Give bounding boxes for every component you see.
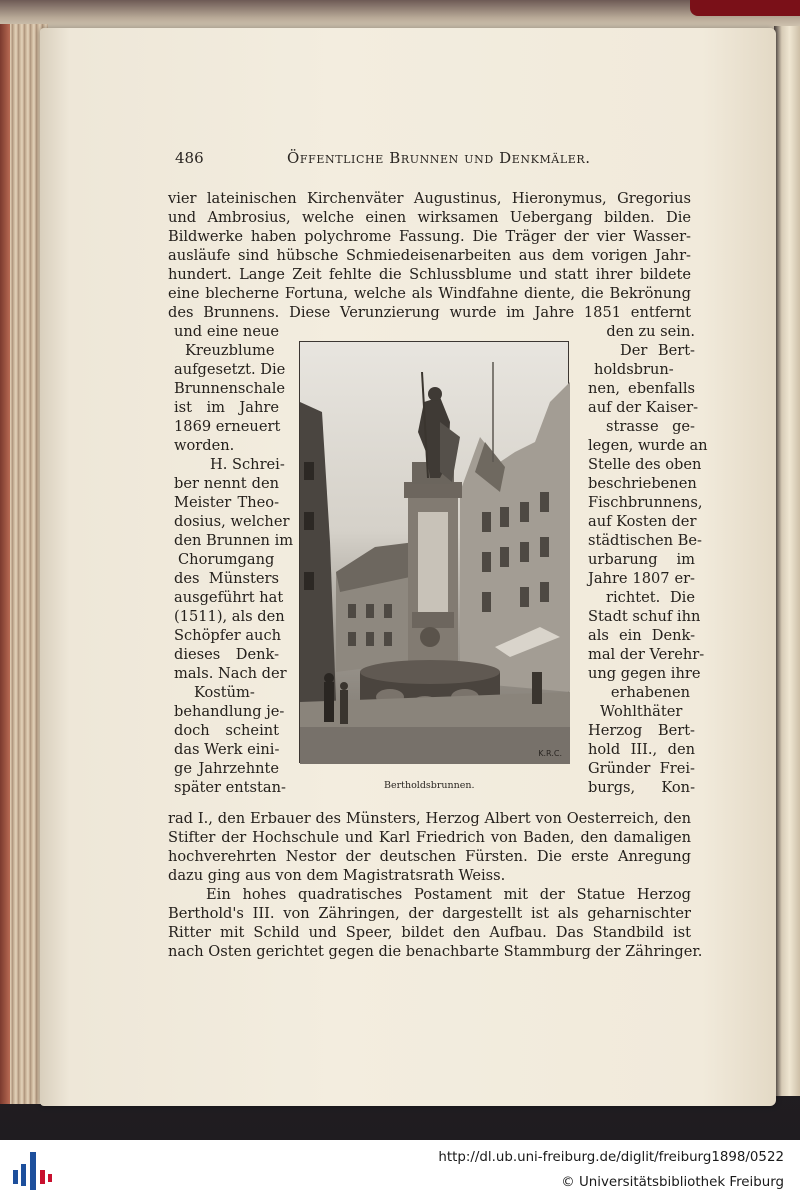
text-line: ge Jahrzehnte bbox=[174, 760, 279, 777]
text-line: das Werk eini- bbox=[174, 741, 280, 758]
text-line: Schöpfer auch bbox=[174, 627, 282, 644]
text-line: (1511), als den bbox=[174, 608, 285, 625]
text-line: ist im Jahre bbox=[174, 399, 279, 416]
text-line: Brunnenschale bbox=[174, 380, 285, 397]
text-line: ausgeführt hat bbox=[174, 589, 284, 606]
text-line: Meister Theo- bbox=[174, 494, 279, 511]
text-line: Gründer Frei- bbox=[588, 760, 695, 777]
text-line: holdsbrun- bbox=[594, 361, 674, 378]
copyright-notice: © Universitätsbibliothek Freiburg bbox=[561, 1175, 784, 1190]
ub-freiburg-logo-icon bbox=[10, 1150, 54, 1192]
text-line: Kostüm- bbox=[194, 684, 255, 701]
text-line: Herzog Bert- bbox=[588, 722, 695, 739]
text-line: Stelle des oben bbox=[588, 456, 702, 473]
bertholdsbrunnen-photo bbox=[299, 341, 569, 763]
text-line: hundert. Lange Zeit fehlte die Schlussblume und statt ihrer bildete bbox=[168, 266, 691, 283]
text-line: des Brunnens. Diese Verunzierung wurde im Jahre 1851 entfernt bbox=[168, 304, 691, 321]
text-line: strasse ge- bbox=[606, 418, 695, 435]
text-line: den zu sein. bbox=[606, 323, 695, 340]
viewer-footer bbox=[0, 1140, 800, 1199]
figure-caption: Bertholdsbrunnen. bbox=[384, 780, 475, 791]
text-line: ung gegen ihre bbox=[588, 665, 701, 682]
text-line: ber nennt den bbox=[174, 475, 279, 492]
text-line: auf Kosten der bbox=[588, 513, 697, 530]
running-title: Öffentliche Brunnen und Denkmäler. bbox=[287, 149, 591, 167]
text-line: aufgesetzt. Die bbox=[174, 361, 286, 378]
text-line: worden. bbox=[174, 437, 235, 454]
text-line: urbarung im bbox=[588, 551, 695, 568]
text-line: dazu ging aus von dem Magistratsrath Weiss. bbox=[168, 867, 506, 884]
text-line: burgs, Kon- bbox=[588, 779, 695, 796]
text-line: den Brunnen im bbox=[174, 532, 294, 549]
text-line: Ritter mit Schild und Speer, bildet den Aufbau. Das Standbild ist bbox=[168, 924, 691, 941]
bookmark-ribbon bbox=[690, 0, 800, 16]
running-header bbox=[175, 147, 695, 169]
text-line: Bildwerke haben polychrome Fassung. Die Träger der vier Wasser- bbox=[168, 228, 691, 245]
text-line: Der Bert- bbox=[620, 342, 695, 359]
book-top-edge bbox=[0, 0, 800, 30]
text-line: 1869 erneuert bbox=[174, 418, 281, 435]
text-line: H. Schrei- bbox=[210, 456, 285, 473]
text-line: richtet. Die bbox=[606, 589, 695, 606]
text-line: nach Osten gerichtet gegen die benachbarte Stammburg der Zähringer. bbox=[168, 943, 703, 960]
text-line: als ein Denk- bbox=[588, 627, 695, 644]
text-line: beschriebenen bbox=[588, 475, 697, 492]
text-line: nen, ebenfalls bbox=[588, 380, 695, 397]
text-line: Fischbrunnens, bbox=[588, 494, 703, 511]
text-line: auf der Kaiser- bbox=[588, 399, 699, 416]
text-line: mals. Nach der bbox=[174, 665, 287, 682]
text-line: vier lateinischen Kirchenväter Augustinus, Hieronymus, Gregorius bbox=[168, 190, 691, 207]
text-line: ausläufe sind hübsche Schmiedeisenarbeiten aus dem vorigen Jahr- bbox=[168, 247, 691, 264]
text-line: Berthold's III. von Zähringen, der dargestellt ist als geharnischter bbox=[168, 905, 691, 922]
text-line: dieses Denk- bbox=[174, 646, 279, 663]
text-line: später entstan- bbox=[174, 779, 286, 796]
text-line: städtischen Be- bbox=[588, 532, 702, 549]
text-line: Stifter der Hochschule und Karl Friedrich von Baden, den damaligen bbox=[168, 829, 691, 846]
text-line: Wohlthäter bbox=[600, 703, 683, 720]
text-line: Ein hohes quadratisches Postament mit der Statue Herzog bbox=[206, 886, 691, 903]
text-line: erhabenen bbox=[610, 684, 691, 701]
text-line: dosius, welcher bbox=[174, 513, 290, 530]
text-line: doch scheint bbox=[174, 722, 279, 739]
text-line: eine blecherne Fortuna, welche als Windfahne diente, die Bekrönung bbox=[168, 285, 691, 302]
text-line: Kreuzblume bbox=[185, 342, 275, 359]
text-line: behandlung je- bbox=[174, 703, 285, 720]
text-line: und eine neue bbox=[174, 323, 279, 340]
text-line: und Ambrosius, welche einen wirksamen Uebergang bilden. Die bbox=[168, 209, 691, 226]
text-line: legen, wurde an bbox=[588, 437, 708, 454]
text-line: mal der Verehr- bbox=[588, 646, 705, 663]
book-page-edges-right bbox=[774, 26, 800, 1096]
text-line: Chorumgang bbox=[178, 551, 275, 568]
permalink-url[interactable]: http://dl.ub.uni-freiburg.de/diglit/freiburg1898/0522 bbox=[438, 1150, 784, 1165]
text-line: hochverehrten Nestor der deutschen Fürsten. Die erste Anregung bbox=[168, 848, 691, 865]
photo-monogram: K.R.C. bbox=[538, 749, 562, 758]
text-line: Stadt schuf ihn bbox=[588, 608, 701, 625]
page-number: 486 bbox=[175, 149, 204, 167]
text-line: hold III., den bbox=[588, 741, 695, 758]
text-line: des Münsters bbox=[174, 570, 279, 587]
text-line: rad I., den Erbauer des Münsters, Herzog Albert von Oesterreich, den bbox=[168, 810, 691, 827]
text-line: Jahre 1807 er- bbox=[588, 570, 695, 587]
book-cover-edge bbox=[0, 24, 10, 1104]
